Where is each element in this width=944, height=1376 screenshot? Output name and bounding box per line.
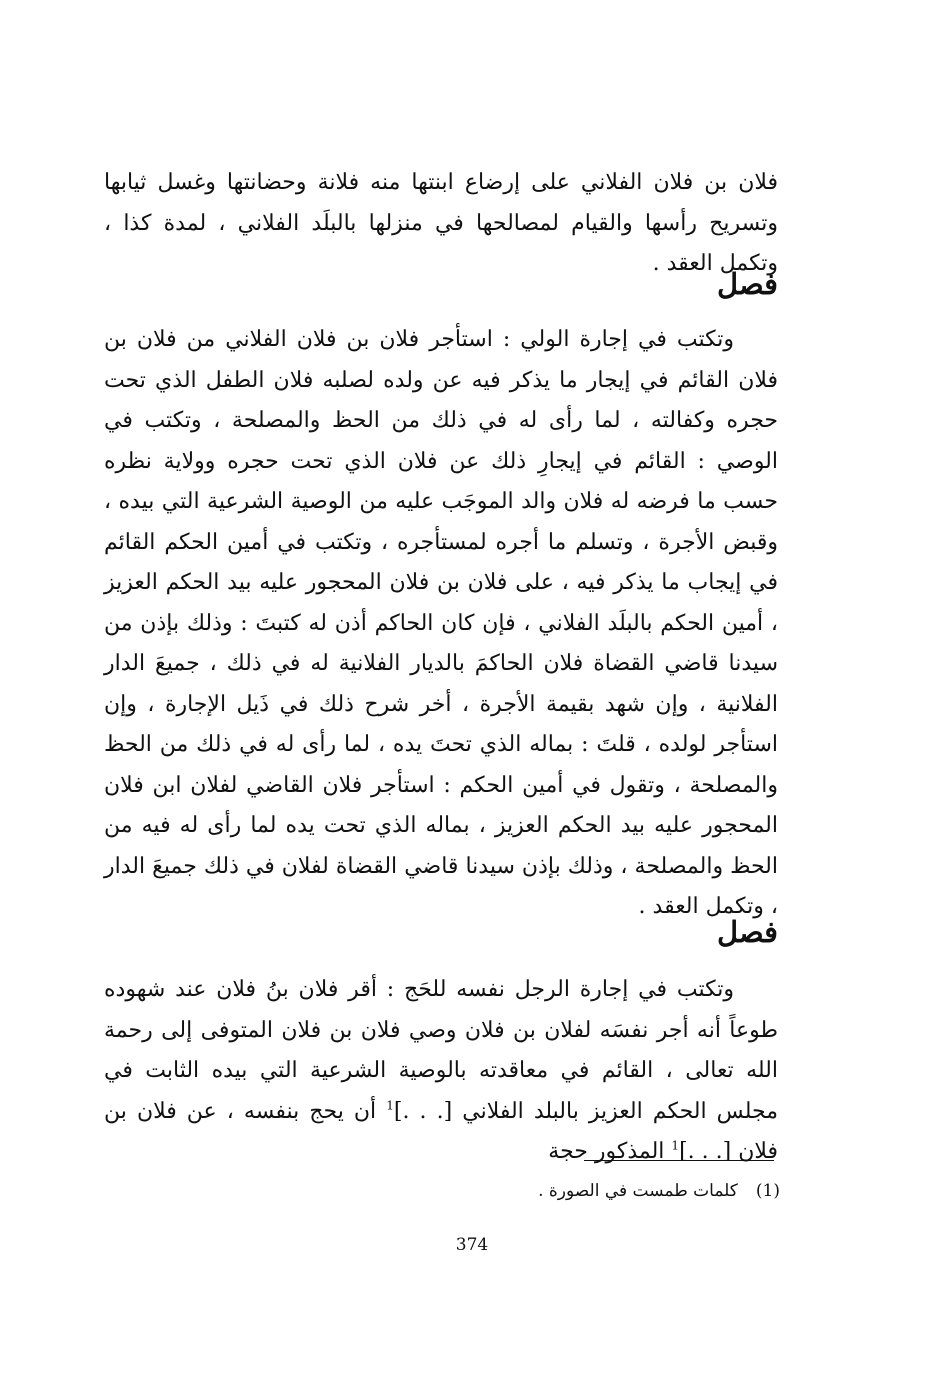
section-heading: فصل [717,267,778,301]
paragraph-wet-nurse-contract: فلان بن فلان الفلاني على إرضاع ابنتها منه فلانة وحضانتها وغسل ثيابها وتسريح رأسها والقيام لمصالحها في منزلها بالبلَد الفلاني ، لمدة كذا ، وتكمل العقد . [104,170,778,276]
pilgrimage-text-part-3: المذكور حجة [548,1139,665,1164]
footnote-divider [584,1160,774,1161]
pilgrimage-text-part-1: وتكتب في إجارة الرجل نفسه للحَج : أقر فلان بنُ فلان عند شهوده طوعاً أنه أجر نفسَه لفلان بن فلان وصي فلان بن فلان المتوفى إلى رحمة الله تعالى ، القائم في معاقدته بالوصية الشرعية التي بيده الثابت في مجلس الحكم العزيز بالبلد الفلاني [. . .] [104,977,778,1124]
footnote-number: (1) [755,1181,780,1201]
footnote [104,1176,780,1206]
paragraph-guardian-hire-text: وتكتب في إجارة الولي : استأجر فلان بن فلان الفلاني من فلان بن فلان القائم في إيجار ما يذكر فيه عن ولده لصلبه فلان الطفل الذي تحت حجره وكفالته ، لما رأى له في ذلك من الحظ والمصلحة ، وتكتب في الوصي : القائم في إيجارِ ذلك عن فلان الذي تحت حجره وولاية نظره حسب ما فرضه له فلان والد الموجَب عليه من الوصية الشرعية التي بيده ، وقبض الأجرة ، وتسلم ما أجره لمستأجره ، وتكتب في أمين الحكم القائم في إيجاب ما يذكر فيه ، على فلان بن فلان المحجور عليه بيد الحكم العزيز ، أمين الحكم بالبلَد الفلاني ، فإن كان الحاكم أذن له كتبتَ : وذلك بإذن من سيدنا قاضي القضاة فلان الحاكمَ بالديار الفلانية له في ذلك ، جميعَ الدار الفلانية ، وإن شهد بقيمة الأجرة ، أخر شرح ذلك في ذَيل الإجارة ، وإن استأجر لولده ، قلتَ : بماله الذي تحتَ يده ، لما رأى له في ذلك من الحظ والمصلحة ، وتقول في أمين الحكم : استأجر فلان القاضي لفلان ابن فلان المحجور عليه بيد الحكم العزيز ، بماله الذي تحت يده لما رأى له فيه من الحظ والمصلحة ، وذلك بإذن سيدنا قاضي القضاة لفلان في ذلك جميعَ الدار ، وتكمل العقد . [104,327,779,919]
pilgrimage-text-part-2: أن يحج بنفسه ، عن فلان بن فلان [. . .] [104,1098,778,1164]
footnote-reference[interactable]: 1 [671,1138,680,1153]
footnote-text: كلمات طمست في الصورة . [538,1181,738,1201]
section-heading: فصل [717,915,778,949]
page-number: 374 [455,1235,489,1255]
footnote-reference[interactable]: 1 [386,1098,394,1113]
paragraph-guardian-hire [104,320,778,928]
paragraph-pilgrimage-hire [104,970,778,1173]
